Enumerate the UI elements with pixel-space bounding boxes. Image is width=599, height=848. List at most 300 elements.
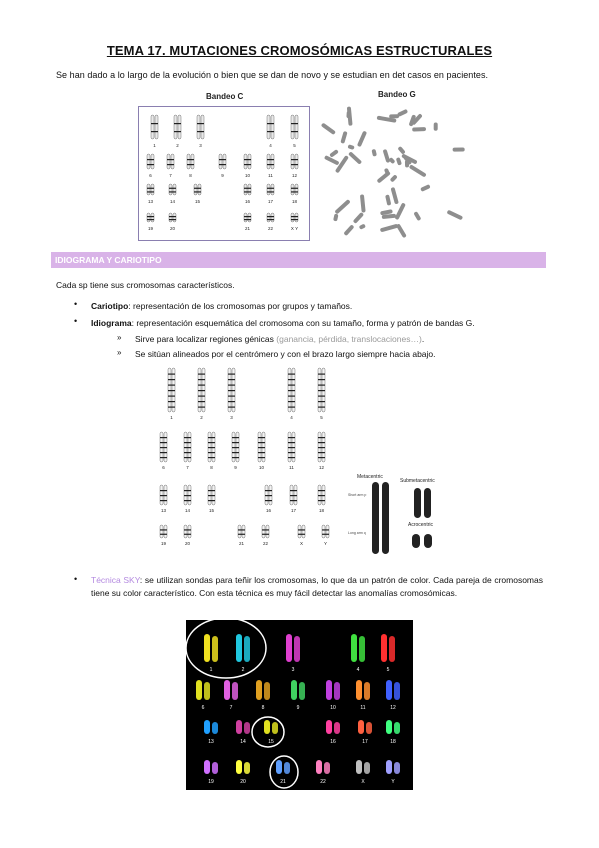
g-band-chromosome	[409, 164, 427, 177]
chromosome-band	[288, 396, 295, 397]
chromosome-number: 19	[160, 541, 167, 546]
sky-label: 9	[296, 705, 300, 711]
chromosome	[244, 213, 247, 222]
chromosome-band	[198, 390, 205, 391]
chromosome-band	[198, 401, 205, 402]
sky-chromosome	[316, 760, 322, 774]
chromosome-body	[383, 149, 391, 163]
sky-chromosome	[381, 634, 387, 662]
chromosome-body	[394, 202, 405, 220]
chromosome	[194, 184, 197, 195]
chromosome-band	[238, 534, 245, 535]
chromosome-band	[318, 490, 325, 491]
sky-chromosome	[244, 762, 250, 774]
bullet-dot: •	[74, 316, 78, 326]
chromosome	[291, 154, 294, 169]
chromosome-band	[228, 374, 235, 375]
chromosome	[291, 213, 294, 222]
g-band-chromosome	[347, 144, 354, 150]
chromosome-band	[168, 407, 175, 408]
chromosome-band	[318, 379, 325, 380]
chromosome-band	[168, 390, 175, 391]
chromosome	[169, 213, 172, 222]
chromosome-band	[232, 452, 239, 453]
g-band-chromosome	[383, 149, 391, 163]
sky-chromosome	[256, 680, 262, 700]
chromosome-band	[208, 495, 215, 496]
chromosome-band	[168, 379, 175, 380]
chromosome-band	[160, 447, 167, 448]
acrocentric-chromosome	[412, 534, 420, 548]
chromosome-number: 14	[169, 199, 176, 204]
chromosome	[248, 154, 251, 169]
sky-chromosome	[394, 682, 400, 700]
chromosome	[267, 115, 270, 139]
bandeo-c-label: Bandeo C	[206, 92, 244, 101]
sky-chromosome	[236, 634, 242, 662]
chromosome-band	[298, 529, 305, 530]
chromosome	[167, 154, 170, 169]
chromosome	[267, 154, 270, 169]
chromosome	[173, 213, 176, 222]
chromosome-band	[184, 500, 191, 501]
chromosome	[238, 525, 241, 538]
bandeo-g-metaphase	[315, 100, 475, 242]
chromosome-band	[288, 407, 295, 408]
sky-chromosome	[386, 720, 392, 734]
sky-chromosome	[204, 634, 210, 662]
sky-label: 12	[390, 705, 396, 711]
chromosome-number: 20	[169, 226, 176, 231]
g-band-chromosome	[343, 224, 354, 236]
chromosome	[322, 525, 325, 538]
sky-chromosome	[236, 760, 242, 774]
chromosome-band	[168, 396, 175, 397]
chromosome-body	[447, 210, 464, 221]
chromosome-number: 18	[291, 199, 298, 204]
sky-label: 1	[209, 667, 213, 673]
chromosome-band	[318, 442, 325, 443]
chromosome-band	[197, 131, 204, 132]
chromosome-number: 6	[149, 173, 152, 178]
chromosome-band	[318, 390, 325, 391]
chromosome-band	[169, 216, 176, 217]
chromosome	[147, 154, 150, 169]
g-band-chromosome	[396, 223, 407, 238]
chromosome	[147, 213, 150, 222]
chromosome	[223, 154, 226, 169]
chromosome	[267, 184, 270, 195]
sky-chromosome	[244, 636, 250, 662]
sky-paragraph	[91, 574, 543, 600]
sky-chromosome	[364, 762, 370, 774]
sky-label: 15	[268, 739, 274, 745]
chromosome-band	[160, 534, 167, 535]
chromosome-body	[357, 131, 367, 148]
g-band-chromosome	[397, 146, 405, 155]
chromosome-band	[267, 216, 274, 217]
g-band-chromosome	[346, 111, 350, 118]
bandeo-c-karyotype	[138, 106, 310, 241]
chromosome-number: 12	[318, 465, 325, 470]
chromosome-band	[167, 164, 174, 165]
chromosome-band	[184, 452, 191, 453]
chromosome-band	[160, 490, 167, 491]
idiogram-image	[150, 360, 450, 560]
cariotipo-term: Cariotipo	[91, 301, 129, 311]
chromosome-number: 21	[244, 226, 251, 231]
chromosome-band	[151, 131, 158, 132]
chromosome-number: 16	[244, 199, 251, 204]
chromosome	[151, 184, 154, 195]
chromosome	[302, 525, 305, 538]
sky-label: 13	[208, 739, 214, 745]
chromosome-band	[267, 123, 274, 124]
chromosome	[295, 213, 298, 222]
sky-chromosome	[356, 680, 362, 700]
chromosome-band	[228, 390, 235, 391]
chromosome-body	[347, 144, 354, 150]
chromosome-band	[291, 219, 298, 220]
subbullet-centromero: Se sitúan alineados por el centrómero y con el brazo largo siempre hacia abajo.	[135, 349, 436, 359]
chromosome-band	[290, 490, 297, 491]
chromosome-band	[184, 437, 191, 438]
chromosome-band	[160, 437, 167, 438]
g-band-chromosome	[371, 149, 377, 157]
chromosome-band	[228, 396, 235, 397]
chromosome-band	[318, 447, 325, 448]
chromosome-number: 16	[265, 508, 272, 513]
sky-chromosome	[294, 636, 300, 662]
chromosome-body	[376, 171, 390, 184]
chromosome-body	[385, 194, 391, 205]
chromosome-body	[333, 214, 338, 222]
chromosome-band	[265, 495, 272, 496]
chromosome-band	[160, 442, 167, 443]
chromosome-number: 17	[290, 508, 297, 513]
bullet-dot: •	[74, 299, 78, 309]
chromosome-band	[168, 385, 175, 386]
chromosome-band	[160, 529, 167, 530]
sky-chromosome	[351, 634, 357, 662]
chromosome-band	[197, 123, 204, 124]
chromosome	[244, 184, 247, 195]
chromosome	[169, 184, 172, 195]
chromosome-band	[288, 385, 295, 386]
chromosome-body	[396, 223, 407, 238]
sky-chromosome	[358, 720, 364, 734]
chromosome-number: 14	[184, 508, 191, 513]
chromosome-body	[396, 157, 402, 166]
chromosome-band	[258, 447, 265, 448]
chromosome-band	[290, 495, 297, 496]
chromosome-band	[169, 219, 176, 220]
chromosome-number: X Y	[290, 226, 299, 231]
chromosome-band	[291, 191, 298, 192]
chromosome-band	[147, 188, 154, 189]
bullet-idiograma	[91, 317, 475, 329]
chromosome-band	[262, 534, 269, 535]
sky-chromosome	[326, 680, 332, 700]
sky-chromosome	[244, 722, 250, 734]
chromosome-number: 2	[200, 415, 203, 420]
chromosome	[298, 525, 301, 538]
chromosome-band	[318, 374, 325, 375]
chromosome-number: 7	[186, 465, 189, 470]
chromosome-body	[371, 149, 377, 157]
chromosome-band	[258, 442, 265, 443]
chromosome-band	[262, 529, 269, 530]
chromosome-number: 17	[267, 199, 274, 204]
chromosome-band	[198, 407, 205, 408]
chromosome-band	[318, 437, 325, 438]
chromosome-body	[380, 224, 399, 233]
chromosome-band	[169, 191, 176, 192]
chromosome-band	[147, 191, 154, 192]
chromosome-body	[348, 151, 362, 165]
section-heading: IDIOGRAMA Y CARIOTIPO	[51, 252, 546, 268]
chromosome-band	[267, 191, 274, 192]
sky-chromosome	[394, 762, 400, 774]
sky-label: 10	[330, 705, 336, 711]
chromosome	[267, 213, 270, 222]
chromosome-band	[288, 437, 295, 438]
chromosome	[178, 115, 181, 139]
chromosome	[201, 115, 204, 139]
bandeo-c-image	[139, 107, 309, 240]
chromosome-band	[232, 447, 239, 448]
chromosome	[291, 115, 294, 139]
chromosome-band	[258, 437, 265, 438]
chromosome-body	[453, 148, 465, 152]
chromosome-body	[413, 211, 421, 221]
chromosome-band	[208, 437, 215, 438]
idiograma-term: Idiograma	[91, 318, 132, 328]
chromosome-body	[397, 146, 405, 155]
sky-label: 11	[360, 705, 366, 711]
chromosome	[187, 154, 190, 169]
chromosome-band	[198, 374, 205, 375]
chromosome	[188, 525, 191, 538]
chromosome-band	[244, 188, 251, 189]
metacentric-label: Metacentric	[357, 474, 383, 480]
sky-chromosome	[326, 720, 332, 734]
chromosome-band	[318, 401, 325, 402]
chromosome-band	[291, 131, 298, 132]
chromosome-number: 20	[184, 541, 191, 546]
chromosome-band	[267, 164, 274, 165]
chromosome-body	[329, 149, 339, 158]
sky-chromosome	[272, 722, 278, 734]
chromosome-body	[346, 111, 350, 118]
sky-chromosome	[212, 722, 218, 734]
chromosome-band	[219, 164, 226, 165]
sky-label: 5	[386, 667, 390, 673]
chromosome-band	[288, 379, 295, 380]
submetacentric-label: Submetacentric	[400, 478, 435, 484]
highlight-circle	[186, 620, 266, 678]
subbullet-mark: »	[117, 333, 122, 342]
chromosome-band	[267, 219, 274, 220]
chromosome-body	[389, 114, 399, 118]
sky-chromosome	[232, 682, 238, 700]
chromosome-band	[228, 401, 235, 402]
chromosome-band	[208, 500, 215, 501]
regiones-end: .	[421, 334, 425, 344]
sky-chromosome	[386, 680, 392, 700]
sky-chromosome	[291, 680, 297, 700]
sky-chromosome	[286, 634, 292, 662]
chromosome-band	[322, 534, 329, 535]
sky-label: 21	[280, 779, 286, 785]
sky-label: 7	[229, 705, 233, 711]
chromosome	[198, 184, 201, 195]
chromosome	[147, 184, 150, 195]
chromosome-band	[238, 529, 245, 530]
g-band-chromosome	[334, 199, 350, 214]
chromosome-number: 4	[269, 143, 272, 148]
g-band-chromosome	[453, 148, 465, 152]
sky-chromosome	[264, 720, 270, 734]
chromosome-band	[184, 534, 191, 535]
submetacentric-chromosome	[414, 488, 421, 518]
sky-label: 20	[240, 779, 246, 785]
sky-chromosome	[212, 636, 218, 662]
bullet-dot: •	[74, 574, 78, 584]
chromosome	[244, 154, 247, 169]
chromosome-band	[208, 457, 215, 458]
bandeo-g-image	[315, 100, 475, 242]
chromosome-band	[291, 216, 298, 217]
chromosome-band	[184, 447, 191, 448]
chromosome-band	[184, 457, 191, 458]
g-band-chromosome	[434, 122, 438, 130]
acrocentric-label: Acrocentric	[408, 522, 434, 528]
bandeo-g-label: Bandeo G	[378, 90, 416, 99]
chromosome-band	[198, 385, 205, 386]
chromosome-body	[405, 160, 409, 167]
chromosome-number: 4	[290, 415, 293, 420]
chromosome-band	[168, 374, 175, 375]
chromosome-band	[288, 401, 295, 402]
chromosome	[271, 184, 274, 195]
intro-paragraph: Se han dado a lo largo de la evolución o bien que se dan de novo y se estudian en det casos en pacientes.	[56, 70, 489, 80]
chromosome	[242, 525, 245, 538]
chromosome-band	[232, 442, 239, 443]
chromosome	[173, 184, 176, 195]
chromosome-band	[194, 188, 201, 189]
g-band-chromosome	[391, 187, 399, 204]
g-band-chromosome	[385, 194, 391, 205]
sky-label: 14	[240, 739, 246, 745]
chromosome-band	[258, 452, 265, 453]
g-band-chromosome	[359, 224, 366, 230]
g-band-chromosome	[353, 212, 364, 224]
chromosome-body	[434, 122, 438, 130]
sky-chromosome	[196, 680, 202, 700]
sky-chromosome	[224, 680, 230, 700]
chromosome	[271, 154, 274, 169]
chromosome-band	[184, 442, 191, 443]
chromosome-band	[298, 534, 305, 535]
g-band-chromosome	[405, 160, 409, 167]
chromosome-number: 6	[162, 465, 165, 470]
chromosome-band	[232, 437, 239, 438]
chromosome-number: Y	[323, 541, 328, 546]
chromosome	[164, 525, 167, 538]
chromosome-number: 8	[189, 173, 192, 178]
sky-chromosome	[366, 722, 372, 734]
chromosome-number: 1	[170, 415, 173, 420]
chromosome-body	[412, 127, 426, 132]
chromosome-band	[169, 188, 176, 189]
long-arm-label: Long arm q	[348, 531, 366, 535]
chromosome-band	[167, 159, 174, 160]
chromosome-band	[244, 159, 251, 160]
chromosome-band	[318, 452, 325, 453]
chromosome-band	[288, 452, 295, 453]
chromosome	[295, 154, 298, 169]
chromosome	[271, 213, 274, 222]
short-arm-label: Short arm p	[348, 493, 367, 497]
chromosome-band	[291, 164, 298, 165]
chromosome-band	[168, 401, 175, 402]
chromosome-band	[228, 385, 235, 386]
chromosome-band	[228, 379, 235, 380]
chromosome-band	[187, 164, 194, 165]
chromosome-band	[160, 495, 167, 496]
chromosome-band	[267, 159, 274, 160]
sky-karyotype	[186, 620, 413, 790]
sky-label: 16	[330, 739, 336, 745]
sky-label: X	[361, 779, 365, 785]
chromosome-band	[160, 500, 167, 501]
chromosome-number: 19	[147, 226, 154, 231]
metacentric-chromosome	[382, 482, 389, 554]
g-band-chromosome	[376, 171, 390, 184]
chromosome-band	[228, 407, 235, 408]
chromosome-number: 5	[320, 415, 323, 420]
sky-label: 8	[261, 705, 265, 711]
chromosome-band	[244, 216, 251, 217]
section-intro: Cada sp tiene sus cromosomas característicos.	[56, 280, 235, 290]
sky-chromosome	[284, 762, 290, 774]
sky-label: 4	[356, 667, 360, 673]
chromosome-band	[265, 500, 272, 501]
sky-chromosome	[212, 762, 218, 774]
sky-text: : se utilizan sondas para teñir los cromosomas, lo que da un patrón de color. Cada pareja de cromosomas tiene su color característico. Con esta técnica es muy fácil detectar las anomalías cromosómicas.	[91, 575, 543, 598]
chromosome-band	[267, 188, 274, 189]
chromosome-band	[318, 385, 325, 386]
chromosome-number: 10	[258, 465, 265, 470]
chromosome	[151, 115, 154, 139]
chromosome-body	[391, 187, 399, 204]
chromosome-number: 3	[230, 415, 233, 420]
chromosome-band	[318, 500, 325, 501]
idiograma-text: : representación esquemática del cromosoma con su tamaño, forma y patrón de bandas G.	[131, 318, 475, 328]
chromosome-body	[420, 184, 431, 192]
chromosome-band	[184, 495, 191, 496]
chromosome	[248, 184, 251, 195]
chromosome-number: 1	[153, 143, 156, 148]
chromosome-band	[318, 396, 325, 397]
sky-chromosome	[389, 636, 395, 662]
chromosome-body	[359, 224, 366, 230]
chromosome	[295, 115, 298, 139]
chromosome	[295, 184, 298, 195]
chromosome-band	[198, 379, 205, 380]
g-band-chromosome	[360, 194, 366, 212]
